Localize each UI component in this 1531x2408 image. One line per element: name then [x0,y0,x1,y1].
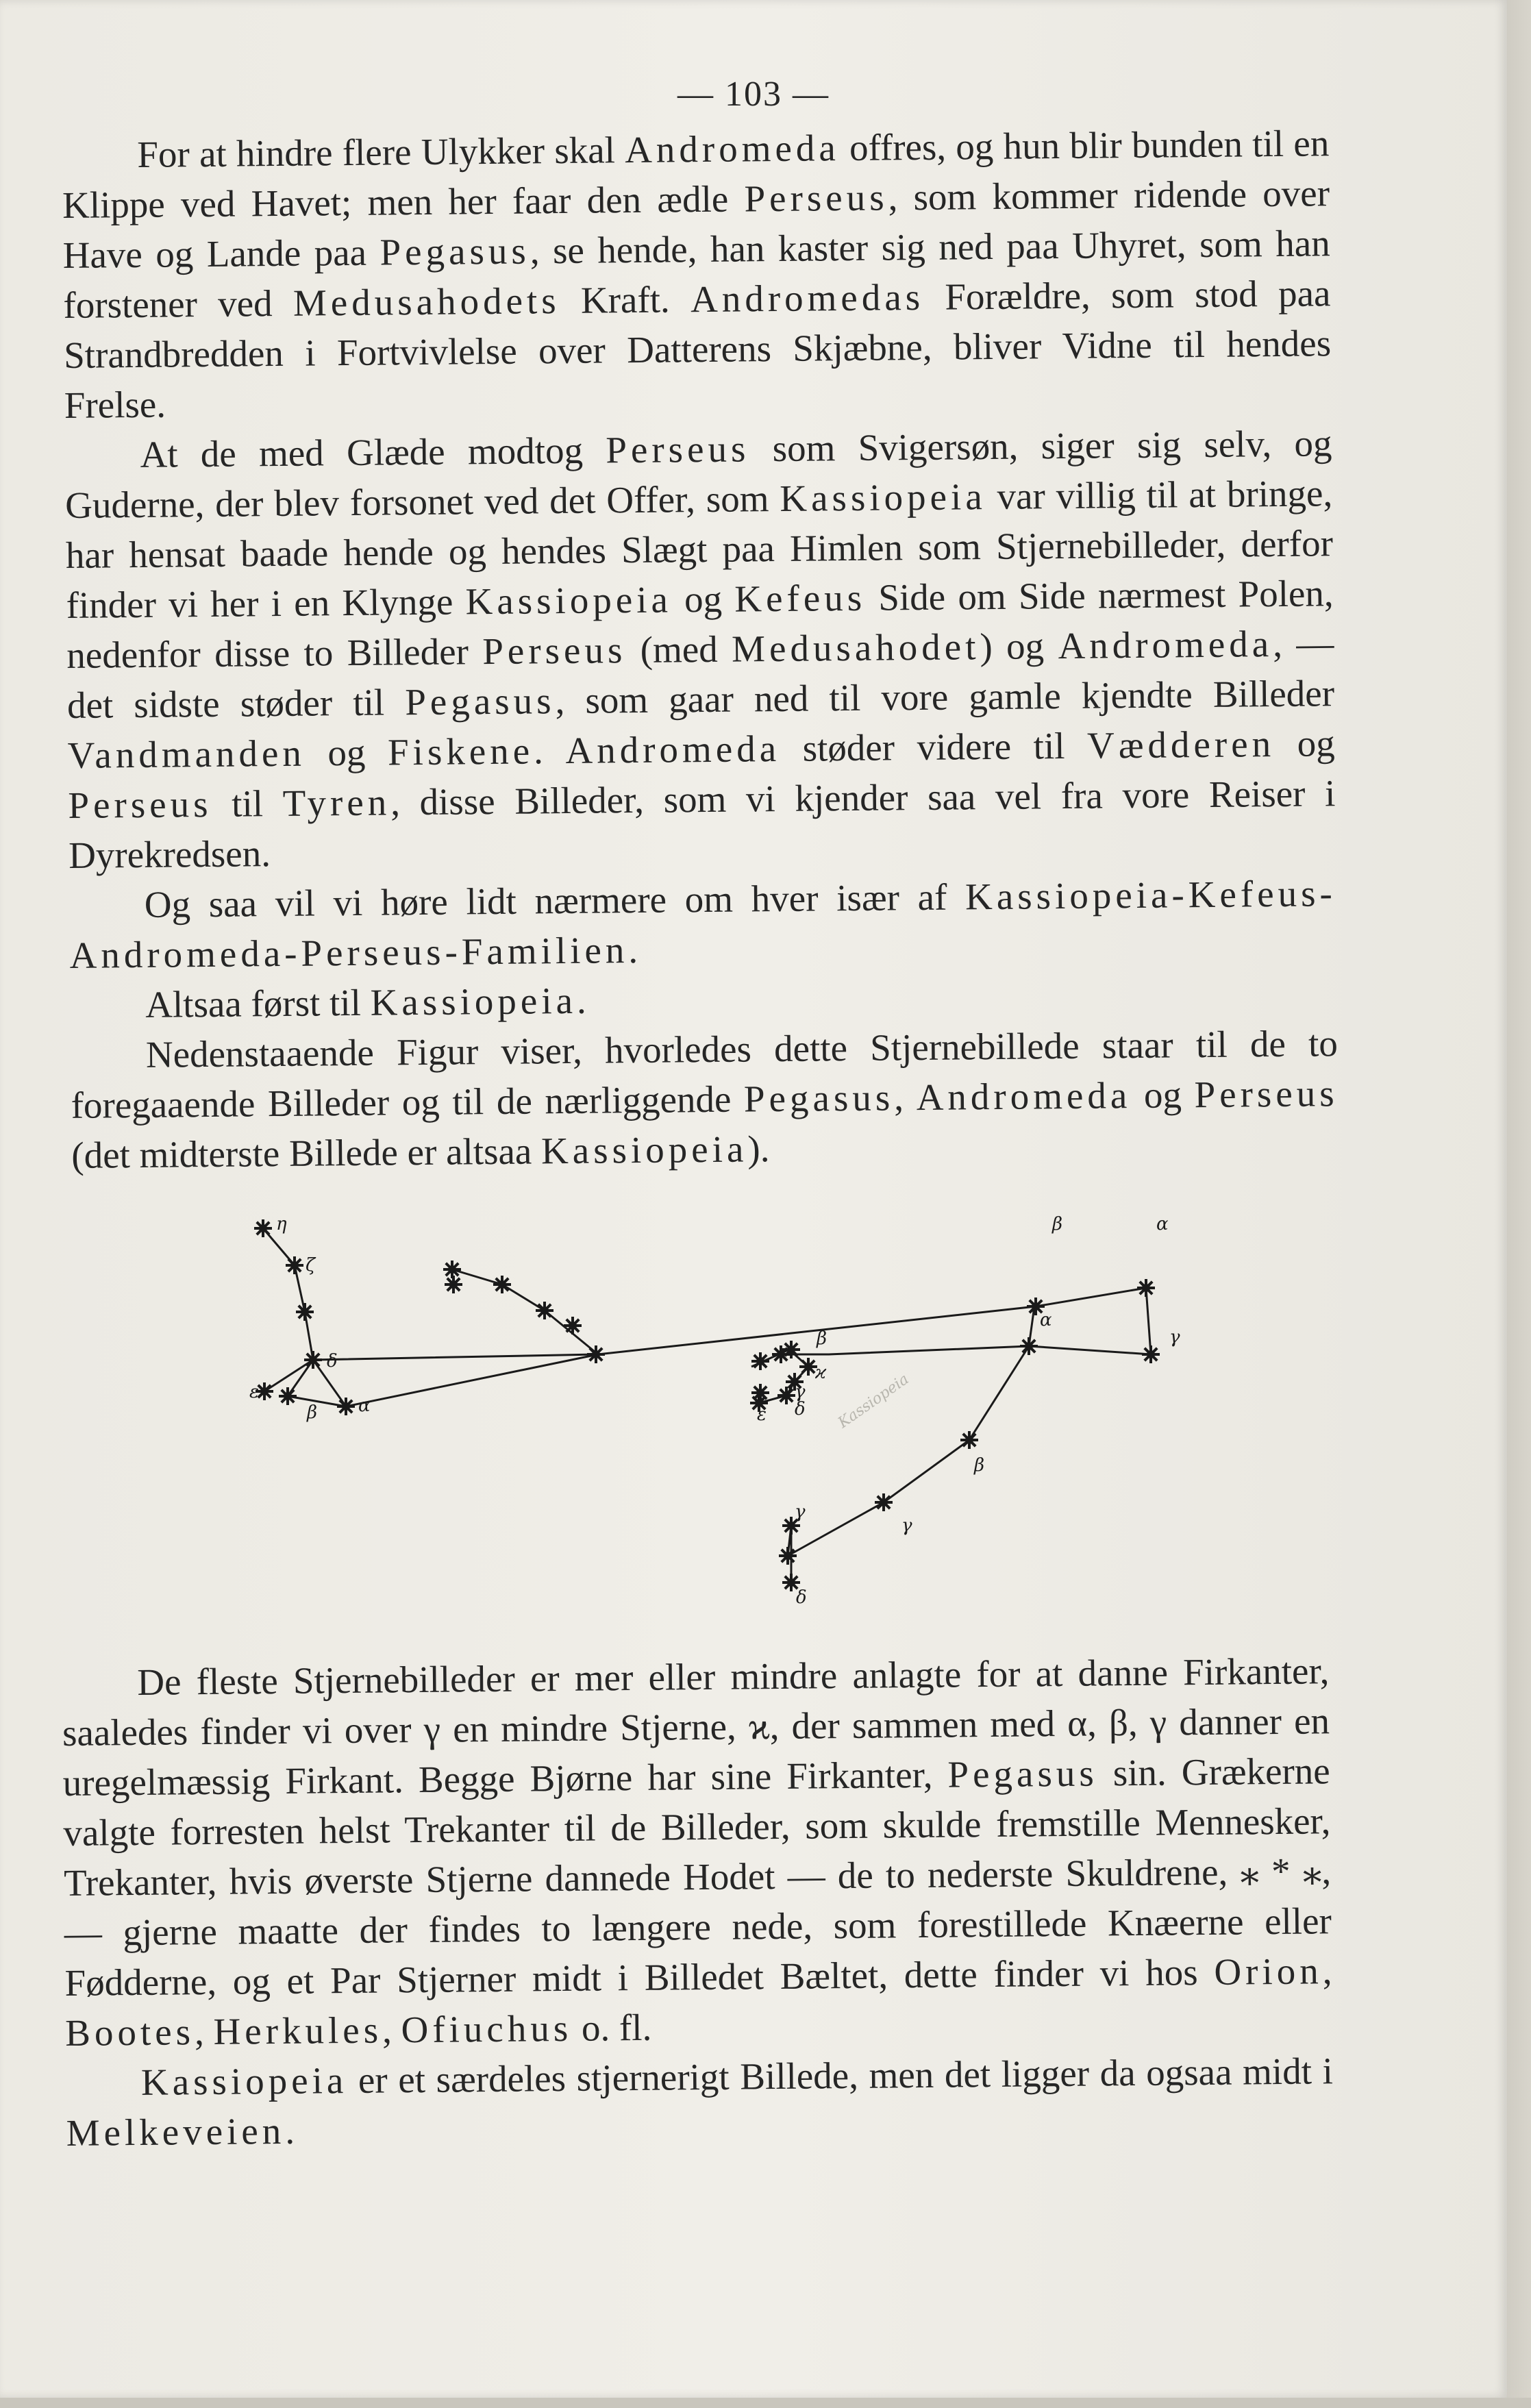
body-text-bottom [62,1646,1334,2158]
spaced-name: Herkules [213,2009,383,2052]
constellation-diagram [233,1202,1206,1620]
spaced-name: Perseus [68,782,212,826]
label-pers-delta: δ [796,1587,807,1608]
label-pers-gamma: γ [795,1502,806,1522]
text-run: og [305,731,388,774]
star-mark [960,1431,978,1449]
spaced-name: Kassiopeia [140,2059,348,2103]
spaced-name: Kassiopeia-Kefeus-Andromeda-Perseus-Familien [69,872,1337,976]
text-run: . [628,928,638,971]
text-run: Forældre, som stod paa Strandbredden i Fortvivlelse over Datterens Skjæbne, bliver Vidne til hendes Frelse. [63,272,1332,426]
text-run: og [1130,1073,1195,1117]
spaced-name: Perseus [744,176,888,220]
label-kefeus-alpha: α [358,1395,371,1416]
star-mark [564,1317,582,1335]
text-run: For at hindre flere Ulykker skal [137,129,625,175]
text-run: o. fl. [571,2006,652,2049]
spaced-name: Melkeveien [66,2109,286,2154]
text-run: Nedenstaaende Figur viser, hvorledes dette Stjernebillede staar til de to foregaaende Billeder og til de nærliggende [71,1022,1339,1126]
spaced-name: Kassiopeia [465,578,673,623]
text-run: (med [626,628,732,671]
figure-labels [249,1214,1180,1608]
star-mark [304,1351,322,1369]
label-and-beta: β [974,1455,985,1476]
text-run: til [212,782,283,825]
page-bottom-edge [0,2398,1531,2408]
star-mark [536,1302,553,1319]
spaced-name: Ofiuchus [401,2007,573,2051]
label-peg-beta: β [1052,1214,1063,1234]
body-text-top [62,118,1339,1180]
spaced-name: Vandmanden [67,732,306,776]
label-peg-alpha: α [1156,1214,1169,1234]
text-run: var villig til at bringe, har hensat baade hende og hendes Slægt paa Himlen som Stjernebilleder, derfor finder vi her i en Klynge [65,472,1334,626]
label-kefeus-epsilon: ε [249,1382,259,1402]
text-run: , — det sidste støder til [66,622,1334,726]
text-run: ). [747,1128,770,1170]
text-run: . [576,979,587,1021]
spaced-name: Kassiopeia [370,979,577,1023]
text-run: Kraft. [560,278,691,322]
spaced-name: Kefeus [734,576,867,620]
star-mark [279,1387,297,1405]
star-mark [751,1384,769,1402]
star-mark [751,1352,769,1370]
label-kass-kappa: ϰ [815,1363,827,1383]
star-mark [777,1387,795,1404]
text-run: Side om Side nærmest Polen, nedenfor disse to Billeder [66,572,1334,676]
text-run: offres, og hun blir bunden til en Klippe ved Havet; men her faar den ædle [62,122,1330,226]
text-run: , se hende, han kaster sig ned paa Uhyret, som han forstener ved [63,222,1330,326]
text-run: er et særdeles stjernerigt Billede, men det ligger da ogsaa midt i [347,2050,1334,2102]
page-edge [1507,0,1531,2408]
paragraph [64,418,1336,880]
star-mark [296,1303,314,1321]
spaced-name: Medusahodets [292,280,560,324]
spaced-name: Andromeda [1058,623,1273,667]
label-kass-epsilon: ε [757,1404,767,1425]
label-kass-delta: δ [795,1399,806,1419]
spaced-name: Orion [1214,1950,1323,1993]
star-mark [1020,1337,1038,1355]
text-run: Altsaa først til [145,981,371,1026]
spaced-name: Fiskene [387,730,534,773]
text-run: De fleste Stjernebilleder er mer eller mindre anlagte for at danne Firkanter, saaledes finder vi over γ en mindre Stjerne, ϰ, der sammen med α, β, γ danner en uregelmæssig Firkant. Begge Bjørne har sine Firkanter, [62,1650,1330,1804]
spaced-name: Vædderen [1086,723,1275,767]
label-kefeus-delta: δ [327,1351,338,1371]
text-run: . [533,729,566,772]
text-run: , disse Billeder, som vi kjender saa vel fra vore Reiser i Dyrekredsen. [68,772,1336,876]
label-peg-gamma: γ [1169,1327,1180,1348]
star-mark [286,1256,303,1274]
label-and-alpha: α [1040,1310,1052,1330]
spaced-name: Andromeda [624,127,841,171]
star-mark [875,1493,893,1511]
paragraph [71,1018,1339,1180]
star-mark [1137,1279,1155,1297]
star-mark [587,1345,605,1363]
spaced-name: Pegasus [743,1076,895,1120]
text-run: ) og [980,625,1058,668]
spaced-name: Perseus [482,629,627,673]
star-mark [782,1341,800,1358]
label-kassiopeia-faint: Kassiopeia [835,1370,912,1432]
spaced-name: Bootes [64,2011,195,2054]
constellation-figure [233,1202,1206,1620]
text-run: , [893,1076,917,1119]
spaced-name: Pegasus [379,229,531,273]
text-run: (det midterste Billede er altsaa [71,1130,542,1176]
text-run: . [284,2109,295,2152]
spaced-name: Perseus [606,427,750,471]
spaced-name: Kassiopeia [540,1128,748,1172]
text-run: , [382,2009,401,2051]
page-number: — 103 — [677,75,830,114]
spaced-name: Pegasus [404,680,556,723]
text-run: og [671,578,735,621]
text-run: , [1322,1950,1332,1992]
text-run: støder videre til [780,724,1088,769]
label-kefeus-beta: β [307,1402,318,1423]
text-run: sin. Grækerne valgte forresten helst Trekanter til de Billeder, som skulde fremstille Mennesker, Trekanter, hvis øverste Stjerne dannede Hodet — de to nederste Skuldrene, ⁎ * ⁎, — gjerne maatte der findes to længere nede, som forestillede Knæerne eller Fødderne, og et Par Stjerner midt i Billedet Bæltet, dette finder vi hos [63,1750,1332,2004]
star-mark [493,1276,511,1293]
paragraph [62,1646,1333,2058]
star-mark [254,1219,272,1237]
text-run: , [194,2010,214,2053]
label-kass-beta: β [817,1328,827,1349]
paragraph [66,2046,1334,2158]
text-run: som Svigersøn, siger sig selv, og Guderne, der blev forsonet ved det Offer, som [64,422,1332,526]
text-run: At de med Glæde modtog [140,429,606,475]
spaced-name: Medusahodet [731,625,980,670]
spaced-name: Andromedas [690,275,925,321]
spaced-name: Kassiopeia [780,475,986,519]
spaced-name: Andromeda [916,1074,1132,1119]
kefeus-line-2 [264,1360,313,1391]
paragraph [69,868,1337,980]
star-group [254,1219,1160,1591]
text-run: Og saa vil vi høre lidt nærmere om hver især af [144,876,966,926]
star-mark [337,1398,355,1415]
label-kass-gamma: γ [795,1382,806,1402]
star-mark [445,1276,462,1293]
label-kefeus-zeta: ζ [306,1255,316,1276]
paragraph [62,118,1332,430]
text-run: , som kommer ridende over Have og Lande paa [62,172,1330,276]
label-kefeus-eta: η [276,1214,287,1234]
label-and-gamma: γ [901,1515,912,1536]
constellation-lines [263,1228,1151,1582]
spaced-name: Perseus [1194,1072,1339,1116]
star-mark [1142,1345,1160,1363]
spaced-name: Tyren [282,781,391,824]
lower-link [346,1354,598,1406]
spaced-name: Andromeda [565,727,781,771]
star-mark [779,1547,797,1565]
text-run: og [1274,722,1335,765]
text-run: , som gaar ned til vore gamle kjendte Billeder [555,672,1335,722]
spaced-name: Pegasus [947,1752,1099,1796]
